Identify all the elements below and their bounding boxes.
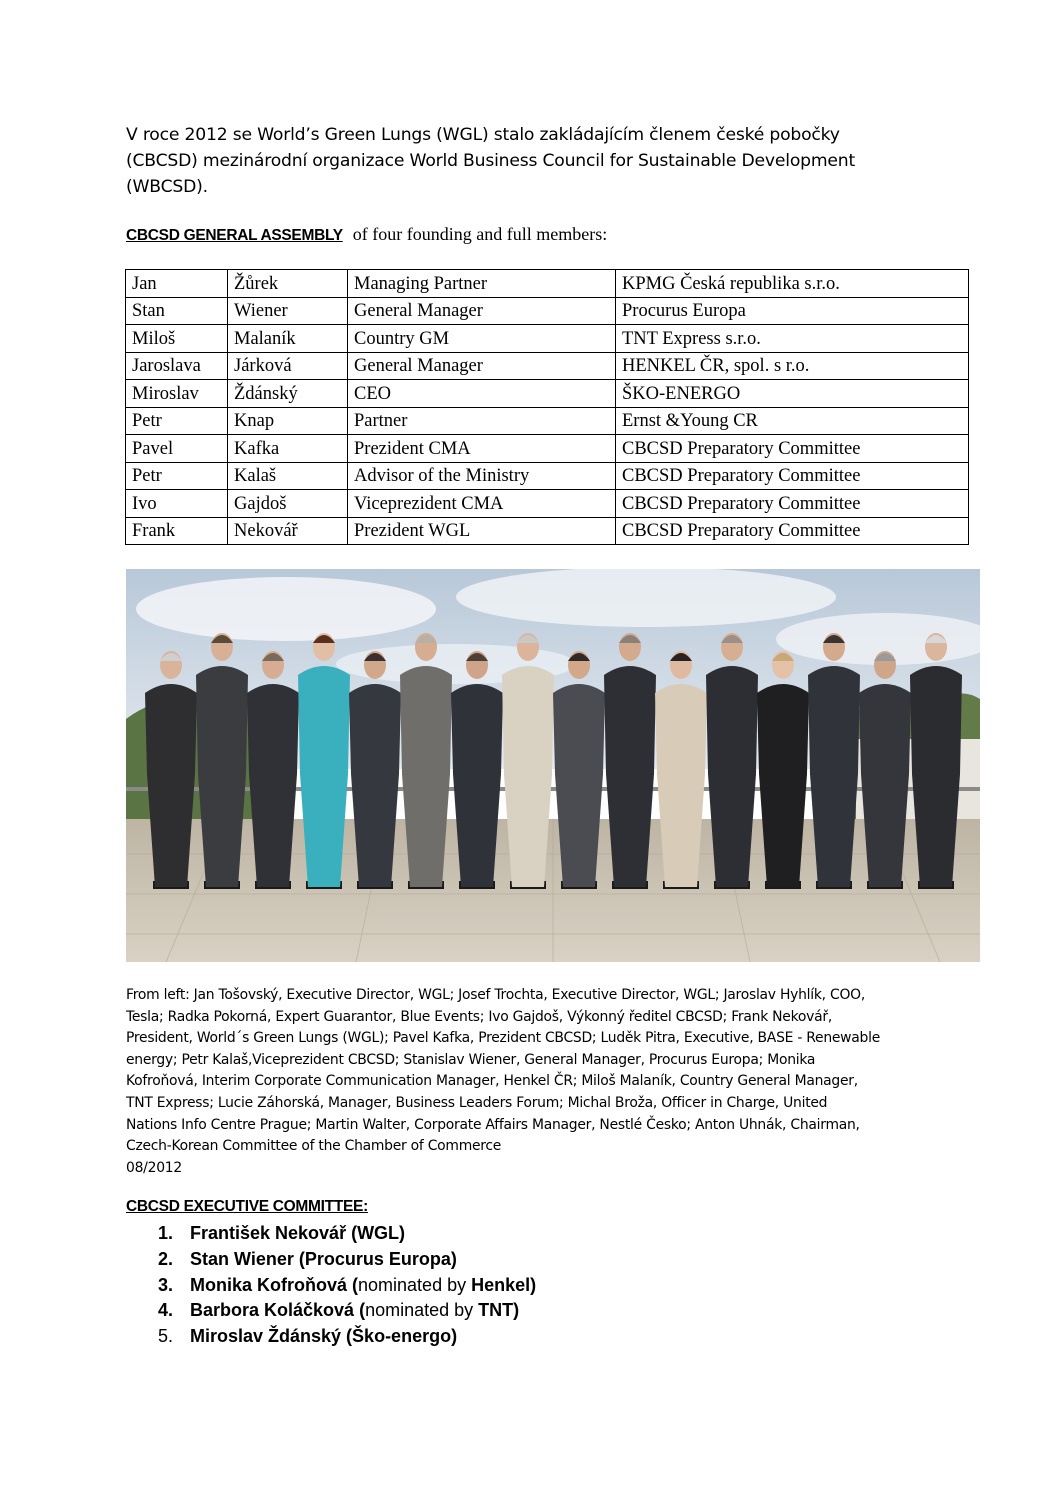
position-cell: Advisor of the Ministry xyxy=(348,462,616,490)
caption-line: Czech-Korean Committee of the Chamber of Commerce xyxy=(126,1138,502,1155)
first-name-cell: Ivo xyxy=(126,490,228,518)
photo-person-body xyxy=(298,666,350,887)
last-name-cell: Kafka xyxy=(228,435,348,463)
table-row xyxy=(126,435,969,463)
list-item: 1. František Nekovář (WGL) xyxy=(158,1223,406,1243)
first-name-cell: Petr xyxy=(126,407,228,435)
last-name-cell: Ždánský xyxy=(228,380,348,408)
position-cell: General Manager xyxy=(348,297,616,325)
company-cell: CBCSD Preparatory Committee xyxy=(616,517,969,545)
general-assembly-table xyxy=(125,269,969,545)
general-assembly-heading xyxy=(126,224,607,245)
photo-cloud xyxy=(456,569,836,627)
photo-person-body xyxy=(502,666,554,887)
photo-person-body xyxy=(196,666,248,887)
last-name-cell: Gajdoš xyxy=(228,490,348,518)
executive-committee-list xyxy=(158,1221,536,1350)
first-name-cell: Jan xyxy=(126,270,228,298)
table-row xyxy=(126,352,969,380)
last-name-cell: Wiener xyxy=(228,297,348,325)
photo-person-body xyxy=(706,666,758,887)
list-item: 5. Miroslav Ždánský (Ško-energo) xyxy=(158,1326,458,1347)
company-cell: KPMG Česká republika s.r.o. xyxy=(616,270,969,298)
photo-caption xyxy=(126,985,946,1179)
caption-date: 08/2012 xyxy=(126,1159,182,1176)
table-row xyxy=(126,297,969,325)
general-assembly-title: CBCSD GENERAL ASSEMBLY xyxy=(126,227,343,244)
photo-person-body xyxy=(400,666,452,887)
company-cell: TNT Express s.r.o. xyxy=(616,325,969,353)
caption-line: energy; Petr Kalaš,Viceprezident CBCSD; Stanislav Wiener, General Manager, Procurus Europa; Monika xyxy=(126,1051,816,1068)
position-cell: General Manager xyxy=(348,352,616,380)
photo-person-body xyxy=(808,666,860,887)
company-cell: Procurus Europa xyxy=(616,297,969,325)
table-row xyxy=(126,325,969,353)
photo-cloud xyxy=(136,577,436,641)
table-row xyxy=(126,380,969,408)
table-row xyxy=(126,407,969,435)
company-cell: ŠKO-ENERGO xyxy=(616,380,969,408)
group-photo xyxy=(126,569,980,962)
photo-person-body xyxy=(910,666,962,887)
first-name-cell: Jaroslava xyxy=(126,352,228,380)
first-name-cell: Stan xyxy=(126,297,228,325)
table-row xyxy=(126,270,969,298)
first-name-cell: Pavel xyxy=(126,435,228,463)
position-cell: Prezident CMA xyxy=(348,435,616,463)
caption-line: From left: Jan Tošovský, Executive Director, WGL; Josef Trochta, Executive Director, WGL; Jaroslav Hyhlík, COO, xyxy=(126,987,865,1003)
first-name-cell: Frank xyxy=(126,517,228,545)
last-name-cell: Kalaš xyxy=(228,462,348,490)
photo-person xyxy=(196,633,248,889)
caption-line: Nations Info Centre Prague; Martin Walter, Corporate Affairs Manager, Nestlé Česko; Anton Uhnák, Chairman, xyxy=(126,1116,860,1133)
last-name-cell: Nekovář xyxy=(228,517,348,545)
position-cell: Managing Partner xyxy=(348,270,616,298)
position-cell: Viceprezident CMA xyxy=(348,490,616,518)
last-name-cell: Žůrek xyxy=(228,270,348,298)
intro-line: (CBCSD) mezinárodní organizace World Business Council for Sustainable Development xyxy=(126,151,856,171)
caption-line: Kofroňová, Interim Corporate Communication Manager, Henkel ČR; Miloš Malaník, Country General Manager, xyxy=(126,1073,858,1090)
photo-person xyxy=(298,633,350,889)
position-cell: Prezident WGL xyxy=(348,517,616,545)
photo-person xyxy=(400,633,452,889)
table-row xyxy=(126,517,969,545)
company-cell: CBCSD Preparatory Committee xyxy=(616,462,969,490)
intro-paragraph xyxy=(126,122,946,200)
photo-person xyxy=(604,633,656,889)
intro-line: (WBCSD). xyxy=(126,177,208,197)
position-cell: Country GM xyxy=(348,325,616,353)
photo-person xyxy=(808,633,860,889)
company-cell: Ernst &Young CR xyxy=(616,407,969,435)
first-name-cell: Miloš xyxy=(126,325,228,353)
table-row xyxy=(126,462,969,490)
last-name-cell: Járková xyxy=(228,352,348,380)
photo-person xyxy=(910,633,962,889)
first-name-cell: Miroslav xyxy=(126,380,228,408)
executive-committee-heading: CBCSD EXECUTIVE COMMITTEE: xyxy=(126,1198,368,1215)
company-cell: HENKEL ČR, spol. s r.o. xyxy=(616,352,969,380)
last-name-cell: Knap xyxy=(228,407,348,435)
table-row xyxy=(126,490,969,518)
caption-line: Tesla; Radka Pokorná, Expert Guarantor, Blue Events; Ivo Gajdoš, Výkonný ředitel CBCSD; Frank Nekovář, xyxy=(126,1008,833,1025)
photo-person xyxy=(706,633,758,889)
photo-person-body xyxy=(604,666,656,887)
caption-line: TNT Express; Lucie Záhorská, Manager, Business Leaders Forum; Michal Broža, Officer in Charge, United xyxy=(126,1094,828,1111)
position-cell: CEO xyxy=(348,380,616,408)
list-item: 3. Monika Kofroňová (nominated by Henkel) xyxy=(158,1274,537,1295)
general-assembly-subtitle: of four founding and full members: xyxy=(352,224,608,244)
company-cell: CBCSD Preparatory Committee xyxy=(616,490,969,518)
caption-line: President, World´s Green Lungs (WGL); Pavel Kafka, Prezident CBCSD; Luděk Pitra, Executive, BASE - Renewable xyxy=(126,1030,881,1047)
list-item: 4. Barbora Koláčková (nominated by TNT) xyxy=(158,1300,520,1321)
position-cell: Partner xyxy=(348,407,616,435)
company-cell: CBCSD Preparatory Committee xyxy=(616,435,969,463)
intro-line: V roce 2012 se World’s Green Lungs (WGL) stalo zakládajícím členem české pobočky xyxy=(126,125,840,145)
list-item: 2. Stan Wiener (Procurus Europa) xyxy=(158,1248,457,1269)
last-name-cell: Malaník xyxy=(228,325,348,353)
first-name-cell: Petr xyxy=(126,462,228,490)
photo-person xyxy=(502,633,554,889)
